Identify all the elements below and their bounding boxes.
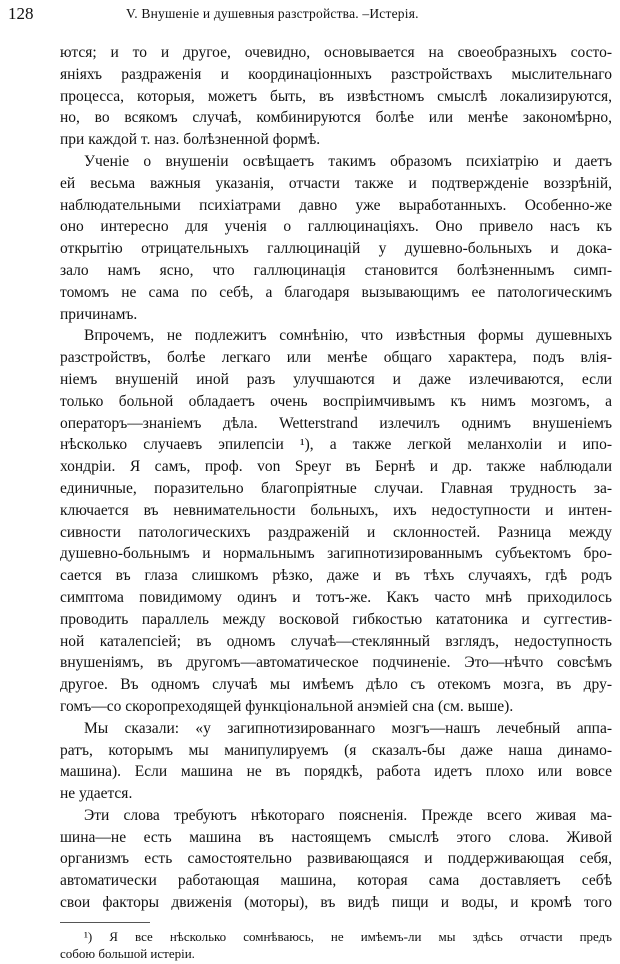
page-header	[8, 4, 612, 26]
body-text	[60, 42, 612, 914]
text-line: при каждой т. наз. болѣзненной формѣ.	[60, 131, 321, 149]
text-line: ніемъ внушеній иной разъ улучшаются и даже излечиваются, если	[60, 370, 612, 388]
text-line: открытію отрицательныхъ галлюцинацій у душевно-больныхъ и дока-	[60, 240, 612, 258]
text-line: автоматически работающая машина, которая сама доставляетъ себѣ	[60, 872, 612, 890]
text-line: сивности патологическихъ раздраженій и склонностей. Разница между	[60, 523, 612, 541]
text-line: внушеніямъ, въ другомъ—автоматическое подчиненіе. Это—нѣчто совсѣмъ	[60, 654, 612, 672]
text-line: сается въ глаза слишкомъ рѣзко, даже и въ тѣхъ случаяхъ, гдѣ родъ	[60, 567, 612, 585]
text-line: ются; и то и другое, очевидно, основывается на своеобразныхъ состо-	[60, 44, 612, 61]
paragraph	[60, 325, 612, 717]
text-line: симптома повидимому одинъ и тотъ-же. Какъ часто мнѣ приходилось	[60, 588, 612, 606]
footnote-divider	[60, 922, 150, 923]
text-line: зало намъ ясно, что галлюцинація становится болѣзненнымъ симп-	[60, 261, 612, 279]
running-title: V. Внушеніе и душевныя разстройства. –Истерія.	[126, 6, 419, 21]
text-line: оно интересно для ученія о галлюцинаціяхъ. Оно привело насъ къ	[60, 218, 612, 236]
footnotes	[60, 928, 612, 962]
text-line: разстройствъ, болѣе легкаго или менѣе общаго характера, подъ влія-	[60, 349, 612, 367]
text-line: другое. Въ одномъ случаѣ мы имѣемъ дѣло съ отекомъ мозга, въ дру-	[60, 676, 612, 694]
text-line: свои факторы движенія (моторы), въ видѣ пищи и воды, и кромѣ того	[60, 894, 612, 912]
text-line: но, во всякомъ случаѣ, комбинируются болѣе или менѣе закономѣрно,	[60, 109, 612, 127]
text-line: Впрочемъ, не подлежитъ сомнѣнію, что извѣстныя формы душевныхъ	[84, 327, 612, 345]
text-line: Мы сказали: «у загипнотизированнаго мозгъ—нашъ лечебный аппа-	[84, 719, 612, 737]
text-line: проводить параллель между восковой гибкостью кататоника и суггестив-	[60, 610, 612, 628]
text-line: не удается.	[60, 785, 133, 803]
text-line: хондріи. Я самъ, проф. von Speyr въ Бернѣ и др. также наблюдали	[60, 458, 612, 476]
text-line: гомъ—со скоропреходящей функціональной анэміей сна (см. выше).	[60, 697, 514, 715]
text-line: томомъ не сама по себѣ, а благодаря вызывающимъ ее патологическимъ	[60, 283, 612, 301]
text-line: только больной обладаетъ очень воспріимчивымъ къ нимъ мозгомъ, а	[60, 392, 612, 410]
page-number: 128	[8, 4, 34, 23]
text-line: организмъ есть самостоятельно развивающаяся и поддерживающая себя,	[60, 850, 612, 868]
text-line: единичные, поразительно благопріятные случаи. Главная трудность за-	[60, 479, 612, 497]
text-line: ей весьма важныя указанія, отчасти также и подтвержденіе воззрѣній,	[60, 174, 612, 192]
text-line: Эти слова требуютъ нѣкотораго поясненія. Прежде всего живая ма-	[84, 806, 612, 824]
text-line: ратъ, которымъ мы манипулируемъ (я сказалъ-бы даже наша динамо-	[60, 741, 612, 759]
text-line: ключается въ невнимательности больныхъ, ихъ недоступности и интен-	[60, 501, 612, 519]
text-line: процесса, которыя, можетъ быть, въ извѣстномъ смыслѣ локализируются,	[60, 87, 612, 105]
text-line: машина). Если машина не въ порядкѣ, работа идетъ плохо или вовсе	[60, 763, 612, 781]
paragraph	[60, 718, 612, 805]
text-line: яніяхъ раздраженія и координаціонныхъ разстройствахъ мыслительнаго	[60, 65, 612, 83]
paragraph	[60, 805, 612, 914]
paragraph	[60, 151, 612, 325]
paragraph	[60, 42, 612, 151]
text-line: нѣсколько случаевъ эпилепсіи ¹), а также легкой меланхоліи и ипо-	[60, 436, 612, 454]
text-line: причинамъ.	[60, 305, 138, 323]
text-line: наблюдательными психіатрами давно уже выработанныхъ. Особенно-же	[60, 196, 612, 214]
text-line: операторъ—знаніемъ дѣла. Wetterstrand излечилъ однимъ внушеніемъ	[60, 414, 612, 432]
text-line: Ученіе о внушеніи освѣщаетъ такимъ образомъ психіатрію и даетъ	[84, 152, 612, 170]
footnote-line: собою большой истеріи.	[60, 946, 195, 961]
footnote-line: ¹) Я все нѣсколько сомнѣваюсь, не имѣемъ-ли мы здѣсь отчасти предъ	[84, 929, 612, 944]
text-line: ной каталепсіей; въ одномъ случаѣ—стеклянный взглядъ, недоступность	[60, 632, 612, 650]
text-line: шина—не есть машина въ настоящемъ смыслѣ этого слова. Живой	[60, 828, 612, 846]
text-line: душевно-больнымъ и нормальнымъ загипнотизированнымъ субъектомъ бро-	[60, 545, 612, 563]
